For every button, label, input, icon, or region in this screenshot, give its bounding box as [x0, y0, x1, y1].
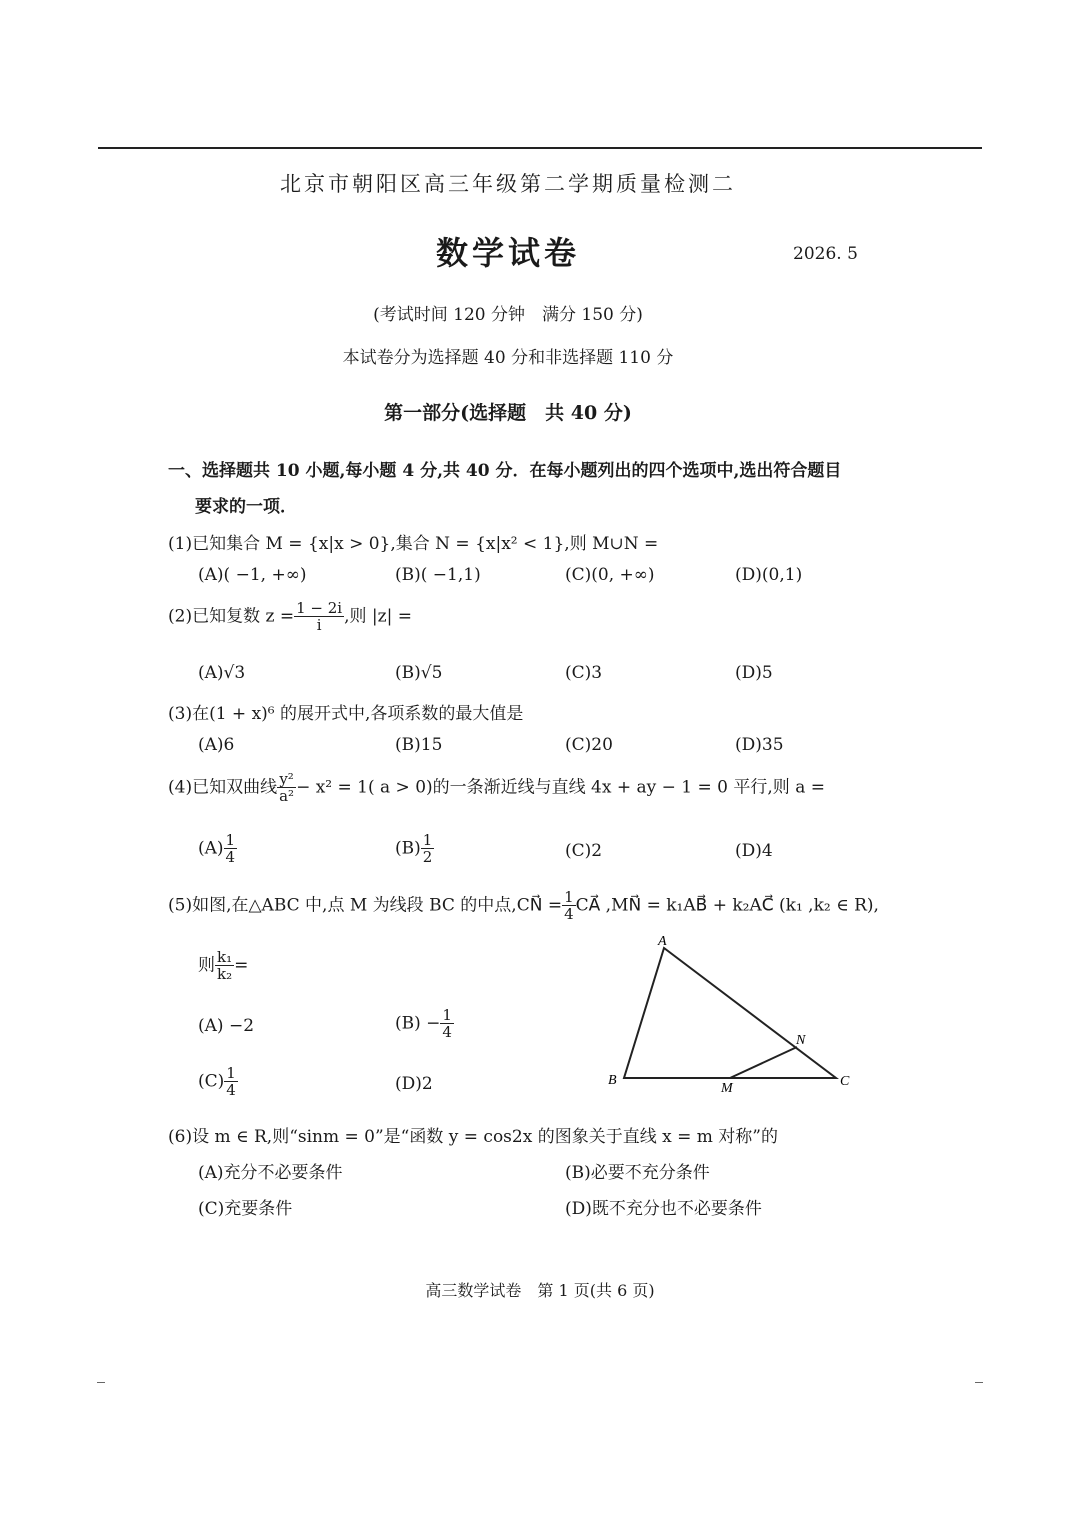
page-footer: 高三数学试卷 第 1 页(共 6 页): [425, 1281, 655, 1300]
question-2-option-a: (A)√3: [198, 663, 246, 683]
question-3-option-a: (A)6: [198, 735, 235, 755]
option-label: (C): [198, 1071, 225, 1092]
question-6-option-a: (A)充分不必要条件: [198, 1163, 343, 1183]
fraction-numerator: 1: [442, 1006, 452, 1024]
part-heading: 第一部分(选择题 共 40 分): [384, 402, 632, 424]
exam-score-info: 本试卷分为选择题 40 分和非选择题 110 分: [342, 348, 674, 368]
question-6-option-d: (D)既不充分也不必要条件: [565, 1199, 762, 1219]
ratio-equals: =: [234, 955, 249, 976]
question-4-option-c: (C)2: [565, 841, 603, 861]
question-4-option-a: [198, 833, 237, 865]
exam-time-info: (考试时间 120 分钟 满分 150 分): [373, 305, 643, 325]
question-3-stem: (3)在(1 + x)⁶ 的展开式中,各项系数的最大值是: [168, 704, 524, 724]
fraction-numerator: 1: [564, 888, 574, 906]
option-fraction: [224, 1066, 238, 1098]
question-5-option-b: [395, 1008, 454, 1040]
fraction-numerator: 1: [225, 831, 236, 849]
segment-mn: [730, 1047, 797, 1078]
top-rule: [98, 147, 982, 149]
vertex-label-a: A: [658, 934, 667, 949]
exam-heading: 北京市朝阳区高三年级第二学期质量检测二: [280, 172, 736, 196]
question-2-option-d: (D)5: [735, 663, 773, 683]
fraction-denominator: 4: [225, 848, 236, 866]
triangle-figure: [600, 930, 860, 1100]
question-5-option-c: [198, 1066, 238, 1098]
ratio-fraction: [215, 950, 234, 982]
question-5-ratio: [198, 950, 248, 982]
question-4-prefix: (4)已知双曲线: [168, 777, 278, 798]
question-2-option-c: (C)3: [565, 663, 603, 683]
point-label-m: M: [721, 1081, 733, 1096]
question-3-option-d: (D)35: [735, 735, 784, 755]
question-2-fraction: [294, 601, 344, 633]
fraction-numerator: 1: [226, 1064, 236, 1082]
question-2-prefix: (2)已知复数 z =: [168, 606, 295, 627]
question-2-suffix: ,则 |z| =: [344, 606, 412, 627]
question-2-stem: [168, 601, 412, 633]
option-fraction: [440, 1008, 454, 1040]
point-label-n: N: [796, 1033, 806, 1048]
question-3-option-c: (C)20: [565, 735, 613, 755]
question-5-fraction: [562, 890, 576, 922]
exam-date: 2026. 5: [793, 244, 858, 264]
fraction-denominator: k₂: [217, 965, 233, 983]
option-label: (B): [395, 838, 421, 859]
fraction-denominator: 2: [422, 848, 433, 866]
option-fraction: [421, 833, 435, 865]
fraction-numerator: 1: [422, 831, 433, 849]
question-5-prefix: (5)如图,在△ABC 中,点 M 为线段 BC 的中点,CN⃗ =: [168, 895, 563, 916]
question-6-option-b: (B)必要不充分条件: [565, 1163, 710, 1183]
fraction-denominator: 4: [226, 1081, 236, 1099]
question-2-option-b: (B)√5: [395, 663, 443, 683]
question-1-option-b: (B)( −1,1): [395, 565, 481, 585]
fraction-denominator: 4: [442, 1023, 452, 1041]
option-label: (B) −: [395, 1013, 441, 1034]
question-1-stem: (1)已知集合 M = {x|x > 0},集合 N = {x|x² < 1},则 M∪N =: [168, 534, 659, 554]
question-4-option-b: [395, 833, 434, 865]
fraction-denominator: a²: [279, 787, 295, 805]
fraction-numerator: 1 − 2i: [296, 599, 343, 617]
section-instruction-line1: 一、选择题共 10 小题,每小题 4 分,共 40 分．在每小题列出的四个选项中,选出符合题目: [168, 461, 842, 481]
question-5-option-d: (D)2: [395, 1074, 433, 1094]
option-label: (A): [198, 838, 224, 859]
question-4-suffix: − x² = 1( a > 0)的一条渐近线与直线 4x + ay − 1 = 0 平行,则 a =: [296, 777, 825, 798]
triangle-abc: [624, 948, 836, 1078]
fraction-denominator: 4: [564, 905, 574, 923]
question-4-stem: [168, 772, 825, 804]
question-3-option-b: (B)15: [395, 735, 443, 755]
question-5-suffix: CA⃗ ,MN⃗ = k₁AB⃗ + k₂AC⃗ (k₁ ,k₂ ∈ R),: [575, 895, 879, 916]
question-6-stem: (6)设 m ∈ R,则“sinm = 0”是“函数 y = cos2x 的图象关于直线 x = m 对称”的: [168, 1127, 778, 1147]
question-4-fraction: [277, 772, 296, 804]
fraction-numerator: k₁: [217, 948, 233, 966]
bottom-left-mark: [97, 1382, 105, 1383]
question-5-stem: [168, 890, 879, 922]
bottom-right-mark: [975, 1382, 983, 1383]
fraction-numerator: y²: [277, 772, 296, 788]
question-5-option-a: (A) −2: [198, 1016, 255, 1036]
section-instruction-line2: 要求的一项．: [195, 497, 297, 517]
exam-title: 数学试卷: [435, 234, 580, 272]
question-6-option-c: (C)充要条件: [198, 1199, 293, 1219]
vertex-label-c: C: [840, 1074, 850, 1089]
question-1-option-d: (D)(0,1): [735, 565, 803, 585]
question-1-option-a: (A)( −1, +∞): [198, 565, 307, 585]
question-1-option-c: (C)(0, +∞): [565, 565, 655, 585]
fraction-denominator: i: [316, 616, 322, 634]
option-fraction: [224, 833, 238, 865]
vertex-label-b: B: [608, 1073, 617, 1088]
ratio-prefix: 则: [198, 955, 215, 976]
question-4-option-d: (D)4: [735, 841, 773, 861]
